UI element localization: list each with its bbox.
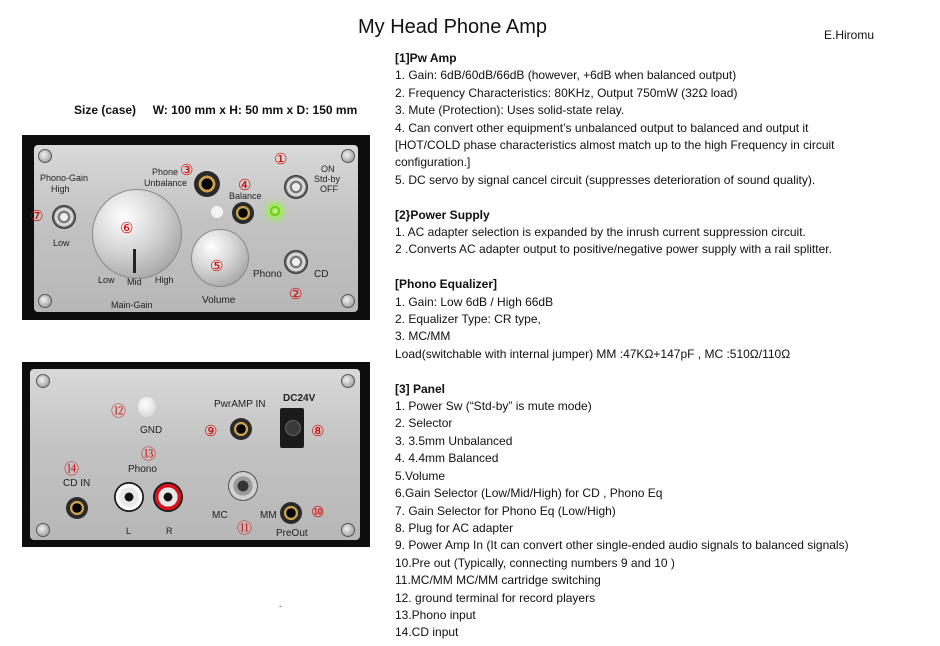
marker-13: ⑬ xyxy=(141,445,157,463)
screw-icon xyxy=(341,523,355,537)
rear-plate xyxy=(30,369,360,540)
spec-line: 7. Gain Selector for Phono Eq (Low/High) xyxy=(395,503,616,518)
label-balance: Balance xyxy=(229,191,262,201)
label-mc: MC xyxy=(212,510,228,521)
label-r: R xyxy=(166,526,173,536)
screw-icon xyxy=(36,523,50,537)
marker-11: ⑪ xyxy=(237,519,253,537)
spec-heading: [Phono Equalizer] xyxy=(395,277,497,292)
label-unbalance: Unbalance xyxy=(144,178,188,188)
spec-line: 2. Frequency Characteristics: 80KHz, Output 750mW (32Ω load) xyxy=(395,85,738,100)
spec-line: 2. Equalizer Type: CR type, xyxy=(395,312,541,327)
marker-10: ⑩ xyxy=(311,503,325,521)
author-name: E.Hiromu xyxy=(824,28,875,42)
label-cd-in: CD IN xyxy=(63,478,91,489)
spec-line: 8. Plug for AC adapter xyxy=(395,520,514,535)
screw-icon xyxy=(341,294,355,308)
label-gnd: GND xyxy=(140,425,163,436)
preout-jack[interactable] xyxy=(280,502,302,524)
marker-6: ⑥ xyxy=(120,219,134,237)
label-stdby: Std-by xyxy=(314,174,341,184)
label-phono-gain-low: Low xyxy=(53,238,70,248)
spec-spacer xyxy=(395,189,935,206)
marker-1: ① xyxy=(274,150,288,168)
spec-line: 3. Mute (Protection): Uses solid-state relay. xyxy=(395,103,625,118)
marker-2: ② xyxy=(289,285,303,303)
label-volume: Volume xyxy=(202,295,236,306)
label-gain-low: Low xyxy=(98,275,115,285)
spec-line: 2 .Converts AC adapter output to positive/negative power supply with a rail splitter. xyxy=(395,242,832,257)
front-panel-photo xyxy=(22,135,370,320)
screw-icon xyxy=(341,374,355,388)
spec-line: 3. MC/MM xyxy=(395,329,451,344)
label-main-gain: Main-Gain xyxy=(111,300,153,310)
spec-line: 9. Power Amp In (It can convert other single-ended audio signals to balanced signals) xyxy=(395,538,849,553)
main-gain-pointer xyxy=(133,249,136,273)
spec-line: 5.Volume xyxy=(395,468,446,483)
spec-line: [HOT/COLD phase characteristics almost match up to the high Frequency in circuit xyxy=(395,138,835,153)
label-preout: PreOut xyxy=(276,528,308,539)
spec-line: 12. ground terminal for record players xyxy=(395,590,596,605)
marker-9: ⑨ xyxy=(204,422,218,440)
spec-list xyxy=(395,50,935,642)
size-value: W: 100 mm x H: 50 mm x D: 150 mm xyxy=(152,103,358,117)
cd-in-jack[interactable] xyxy=(66,497,88,519)
spec-line: 1. Gain: 6dB/60dB/66dB (however, +6dB when balanced output) xyxy=(395,68,737,83)
phono-l-rca-jack[interactable] xyxy=(114,482,144,512)
label-phono-rear: Phono xyxy=(128,464,157,475)
spec-line: 11.MC/MM MC/MM cartridge switching xyxy=(395,573,601,588)
input-selector-toggle[interactable] xyxy=(284,250,308,274)
screw-icon xyxy=(341,149,355,163)
label-mm: MM xyxy=(260,510,277,521)
spec-line: configuration.] xyxy=(395,155,471,170)
label-gain-high: High xyxy=(155,275,174,285)
label-phono-gain: Phono-Gain xyxy=(40,173,89,183)
front-plate xyxy=(30,145,358,312)
label-cd: CD xyxy=(314,269,329,280)
size-info xyxy=(74,103,357,117)
label-phone: Phone xyxy=(152,167,179,177)
label-on: ON xyxy=(321,164,335,174)
label-l: L xyxy=(126,526,132,536)
page-title: My Head Phone Amp xyxy=(358,16,547,38)
spec-spacer xyxy=(395,363,935,380)
size-label: Size (case) xyxy=(74,103,137,117)
spec-line: 2. Selector xyxy=(395,416,453,431)
spec-line: 13.Phono input xyxy=(395,607,476,622)
label-pwramp-in: PwrAMP IN xyxy=(214,399,266,410)
dc-plug-hole xyxy=(285,420,301,436)
ir-window xyxy=(211,206,223,218)
spec-line: Load(switchable with internal jumper) MM :47KΩ+147pF , MC :510Ω/110Ω xyxy=(395,346,791,361)
spec-line: 5. DC servo by signal cancel circuit (suppresses deterioration of sound quality). xyxy=(395,172,816,187)
label-off: OFF xyxy=(320,184,338,194)
marker-12: ⑫ xyxy=(111,402,127,420)
spec-heading: [3] Panel xyxy=(395,381,446,396)
spec-heading: [2}Power Supply xyxy=(395,207,490,222)
spec-heading: [1]Pw Amp xyxy=(395,51,457,65)
marker-8: ⑧ xyxy=(311,422,325,440)
label-phono-gain-high: High xyxy=(51,184,70,194)
gnd-terminal-icon[interactable] xyxy=(138,397,156,417)
unbalanced-jack[interactable] xyxy=(194,171,220,197)
pwramp-in-jack[interactable] xyxy=(230,418,252,440)
spec-line: 14.CD input xyxy=(395,625,459,640)
rear-panel-photo xyxy=(22,362,370,547)
stray-mark: - xyxy=(279,601,282,611)
spec-spacer xyxy=(395,259,935,276)
spec-line: 1. Gain: Low 6dB / High 66dB xyxy=(395,294,554,309)
marker-5: ⑤ xyxy=(210,257,224,275)
mc-mm-switch[interactable] xyxy=(228,471,258,501)
marker-3: ③ xyxy=(180,161,194,179)
phono-r-rca-jack[interactable] xyxy=(153,482,183,512)
spec-line: 1. AC adapter selection is expanded by the inrush current suppression circuit. xyxy=(395,225,806,240)
main-gain-knob[interactable] xyxy=(92,189,182,279)
label-gain-mid: Mid xyxy=(127,277,142,287)
spec-line: 3. 3.5mm Unbalanced xyxy=(395,433,513,448)
marker-7: ⑦ xyxy=(30,207,44,225)
marker-4: ④ xyxy=(238,176,252,194)
screw-icon xyxy=(38,149,52,163)
label-phono: Phono xyxy=(253,269,282,280)
label-dc24v: DC24V xyxy=(283,393,316,404)
phono-gain-toggle[interactable] xyxy=(52,205,76,229)
screw-icon xyxy=(36,374,50,388)
spec-line: 6.Gain Selector (Low/Mid/High) for CD , Phono Eq xyxy=(395,486,663,501)
balanced-jack[interactable] xyxy=(232,202,254,224)
power-switch[interactable] xyxy=(284,175,308,199)
spec-line: 1. Power Sw (“Std-by” is mute mode) xyxy=(395,399,592,414)
dc-plug-icon[interactable] xyxy=(280,408,304,448)
spec-line: 10.Pre out (Typically, connecting numbers 9 and 10 ) xyxy=(395,555,675,570)
spec-line: 4. Can convert other equipment’s unbalanced output to balanced and output it xyxy=(395,120,809,135)
power-led-icon xyxy=(270,206,280,216)
marker-14: ⑭ xyxy=(64,460,80,478)
spec-line: 4. 4.4mm Balanced xyxy=(395,451,499,466)
screw-icon xyxy=(38,294,52,308)
